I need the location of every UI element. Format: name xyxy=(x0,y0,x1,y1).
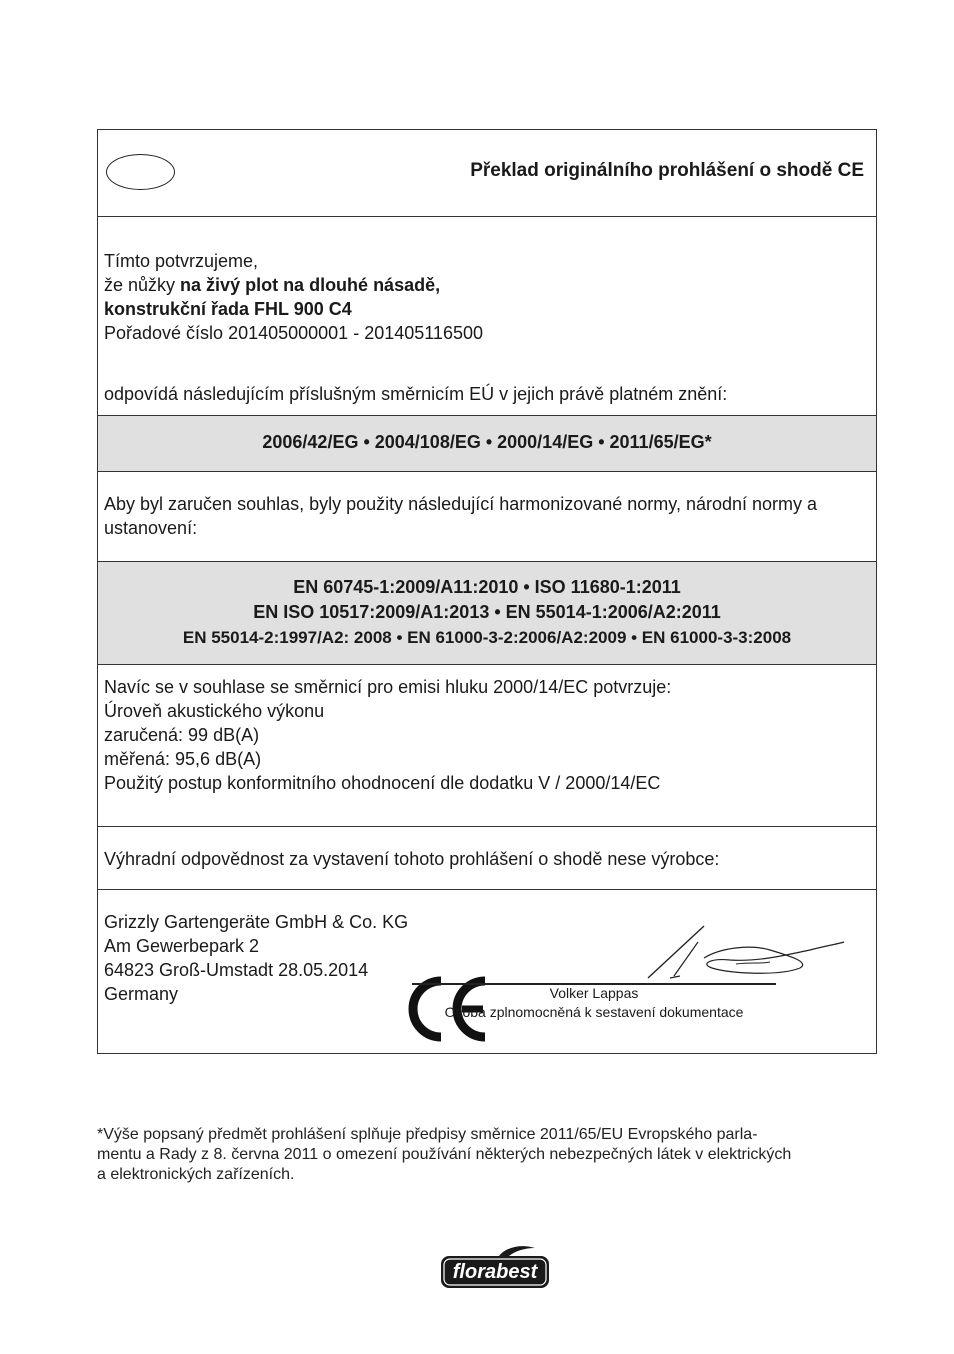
florabest-logo xyxy=(439,1244,551,1290)
intro-line1: Tímto potvrzujeme, xyxy=(104,251,259,271)
directives-section xyxy=(98,416,876,472)
standards-section xyxy=(98,562,876,665)
signatory-name: Volker Lappas xyxy=(549,985,639,1001)
country-code-oval xyxy=(106,154,175,190)
harmonized-intro-section xyxy=(98,472,876,562)
noise-line: Použitý postup konformitního ohodnocení dle dodatku V / 2000/14/EC xyxy=(104,773,661,793)
declaration-title: Překlad originálního prohlášení o shodě CE xyxy=(470,160,864,181)
brand-name: florabest xyxy=(452,1261,538,1283)
noise-line: zaručená: 99 dB(A) xyxy=(104,725,260,745)
standard-line: EN 60745-1:2009/A11:2010 • ISO 11680-1:2011 xyxy=(293,577,681,597)
product-name: na živý plot na dlouhé násadě, xyxy=(180,275,441,295)
declaration-frame xyxy=(97,129,877,1054)
footnote-line: mentu a Rady z 8. června 2011 o omezení používání některých nebezpečných látek v elektrických xyxy=(97,1146,792,1163)
footnote xyxy=(97,1125,887,1185)
intro-line2-prefix: že nůžky xyxy=(104,275,181,295)
serial-number: Pořadové číslo 201405000001 - 201405116500 xyxy=(104,323,483,343)
responsibility-text: Výhradní odpovědnost za vystavení tohoto prohlášení o shodě nese výrobce: xyxy=(104,849,720,869)
noise-line: Úroveň akustického výkonu xyxy=(104,701,325,721)
signatory-role: Osoba zplnomocněná k sestavení dokumentace xyxy=(444,1004,744,1020)
conformity-text: odpovídá následujícím příslušným směrnicím EÚ v jejich právě platném znění: xyxy=(104,384,728,404)
noise-line: Navíc se v souhlase se směrnicí pro emisi hluku 2000/14/EC potvrzuje: xyxy=(104,677,672,697)
intro-text xyxy=(104,249,870,345)
manufacturer-line: Germany xyxy=(104,984,179,1004)
manufacturer-line: Am Gewerbepark 2 xyxy=(104,936,260,956)
header-section xyxy=(98,130,876,217)
harmonized-intro-text: Aby byl zaručen souhlas, byly použity následující harmonizované normy, národní normy a ustanovení: xyxy=(104,494,818,538)
footnote-line: *Výše popsaný předmět prohlášení splňuje předpisy směrnice 2011/65/EU Evropského parla- xyxy=(97,1126,758,1143)
intro-line2 xyxy=(104,273,870,297)
product-series: konstrukční řada FHL 900 C4 xyxy=(104,299,352,319)
standard-line: EN 55014-2:1997/A2: 2008 • EN 61000-3-2:2006/A2:2009 • EN 61000-3-3:2008 xyxy=(182,628,792,647)
manufacturer-line: Grizzly Gartengeräte GmbH & Co. KG xyxy=(104,912,409,932)
signature-icon xyxy=(640,920,850,982)
standard-line: EN ISO 10517:2009/A1:2013 • EN 55014-1:2006/A2:2011 xyxy=(253,602,721,622)
responsibility-section xyxy=(98,827,876,890)
footnote-line: a elektronických zařízeních. xyxy=(97,1166,295,1183)
intro-section xyxy=(98,217,876,416)
manufacturer-line: 64823 Groß-Umstadt 28.05.2014 xyxy=(104,960,369,980)
noise-line: měřená: 95,6 dB(A) xyxy=(104,749,262,769)
noise-text xyxy=(104,675,870,795)
standards-list xyxy=(104,575,870,650)
directives-list: 2006/42/EG • 2004/108/EG • 2000/14/EG • 2011/65/EG* xyxy=(262,432,712,452)
noise-section xyxy=(98,665,876,827)
